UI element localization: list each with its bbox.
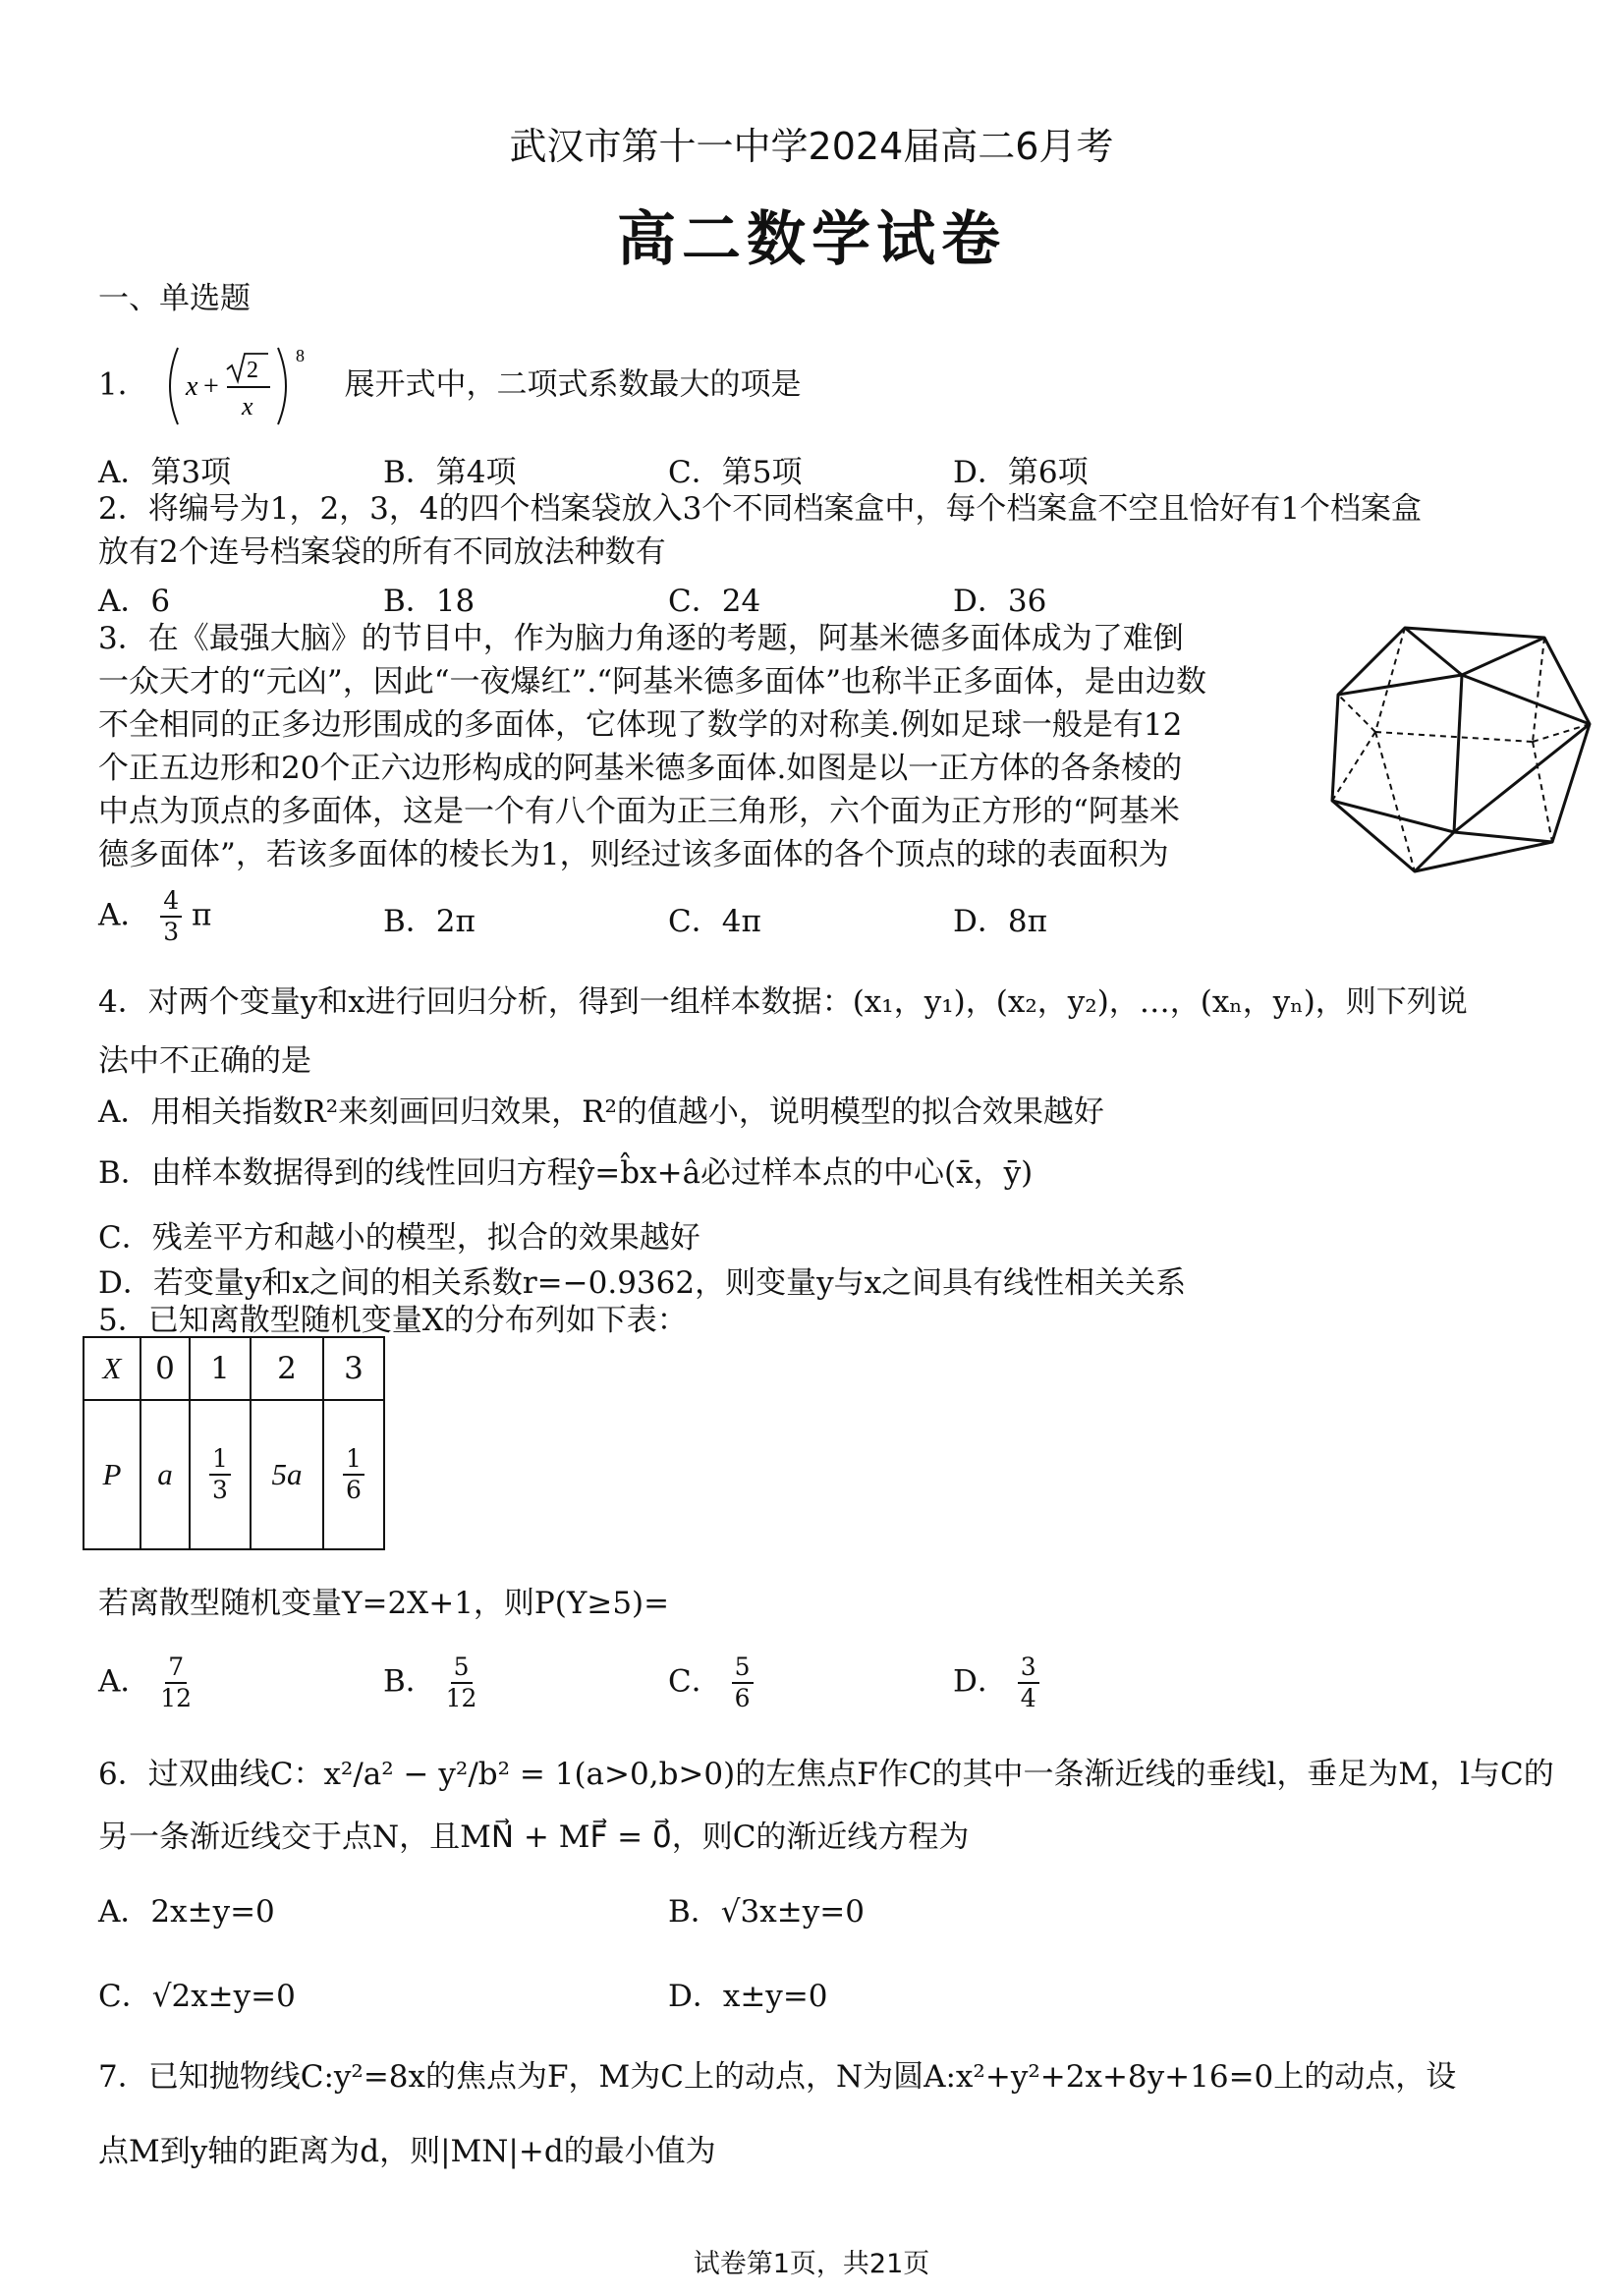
- section-heading: 一、单选题: [98, 281, 251, 316]
- q6-option-d[interactable]: D．x±y=0: [668, 1979, 828, 2014]
- page-title: 高二数学试卷: [617, 205, 1006, 274]
- q1-option-c[interactable]: C．第5项: [668, 455, 803, 490]
- q2-option-b[interactable]: B．18: [383, 584, 476, 619]
- q6-option-c[interactable]: C．√2x±y=0: [98, 1979, 296, 2014]
- q1-option-d[interactable]: D．第6项: [953, 455, 1089, 490]
- q5-option-b[interactable]: B． $\frac{5}{12}$: [383, 1652, 477, 1712]
- question-6-line-1: 6．过双曲线C：x²/a² − y²/b² = 1(a>0,b>0)的左焦点F作C的其中一条渐近线的垂线l，垂足为M，l与C的: [98, 1757, 1554, 1792]
- question-1: [98, 342, 801, 430]
- q5-option-d[interactable]: D． $\frac{3}{4}$: [953, 1652, 1039, 1713]
- question-2-line-2: 放有2个连号档案袋的所有不同放法种数有: [98, 534, 666, 570]
- svg-text:x: x: [241, 392, 253, 420]
- question-number: 1．: [98, 366, 148, 403]
- question-7-line-1: 7．已知抛物线C:y²=8x的焦点为F，M为C上的动点，N为圆A:x²+y²+2x+8y+16=0上的动点，设: [98, 2059, 1457, 2095]
- question-3-line-4: 个正五边形和20个正六边形构成的阿基米德多面体.如图是以一正方体的各条棱的: [98, 751, 1183, 786]
- question-3-line-1: 3．在《最强大脑》的节目中，作为脑力角逐的考题，阿基米德多面体成为了难倒: [98, 621, 1184, 656]
- q5-option-a[interactable]: A． $\frac{7}{12}$: [98, 1652, 193, 1712]
- question-3-line-5: 中点为顶点的多面体，这是一个有八个面为正三角形，六个面为正方形的“阿基米: [98, 794, 1180, 829]
- q4-option-d[interactable]: D．若变量y和x之间的相关系数r=−0.9362，则变量y与x之间具有线性相关关系: [98, 1265, 1187, 1301]
- svg-text:2: 2: [246, 358, 258, 383]
- q2-option-c[interactable]: C．24: [668, 584, 761, 619]
- question-3-line-2: 一众天才的“元凶”，因此“一夜爆红”.“阿基米德多面体”也称半正多面体，是由边数: [98, 664, 1206, 700]
- q2-option-d[interactable]: D．36: [953, 584, 1047, 619]
- table-cell: X: [84, 1337, 140, 1400]
- question-3-line-6: 德多面体”，若该多面体的棱长为1，则经过该多面体的各个顶点的球的表面积为: [98, 837, 1169, 872]
- q5-option-c[interactable]: C． $\frac{5}{6}$: [668, 1652, 754, 1713]
- distribution-table: [83, 1336, 385, 1550]
- table-cell: P: [84, 1400, 140, 1549]
- q1-option-b[interactable]: B．第4项: [383, 455, 517, 490]
- table-cell: $\frac{1}{3}$: [190, 1400, 251, 1549]
- q1-option-a[interactable]: A．第3项: [98, 455, 232, 490]
- question-3-line-3: 不全相同的正多边形围成的多面体，它体现了数学的对称美.例如足球一般是有12: [98, 707, 1183, 743]
- question-5-followup: 若离散型随机变量Y=2X+1，则P(Y≥5)=: [98, 1586, 670, 1621]
- table-cell: $\frac{1}{6}$: [323, 1400, 384, 1549]
- question-4-line-1: 4．对两个变量y和x进行回归分析，得到一组样本数据：(x₁，y₁)，(x₂，y₂)，…，(xₙ，yₙ)，则下列说: [98, 984, 1468, 1020]
- binomial-expression-icon: [158, 342, 335, 430]
- q6-option-a[interactable]: A．2x±y=0: [98, 1894, 275, 1930]
- q3-option-c[interactable]: C．4π: [668, 904, 761, 939]
- question-6-line-2: 另一条渐近线交于点N，且MN⃗ + MF⃗ = 0⃗，则C的渐近线方程为: [98, 1820, 970, 1855]
- question-7-line-2: 点M到y轴的距离为d，则|MN|+d的最小值为: [98, 2134, 716, 2169]
- table-header-row: [84, 1337, 384, 1400]
- table-cell: a: [140, 1400, 190, 1549]
- table-row: [84, 1400, 384, 1549]
- archimedean-polyhedron-figure: [1316, 614, 1601, 889]
- page-footer: 试卷第1页，共21页: [693, 2249, 930, 2279]
- question-5-stem: 5．已知离散型随机变量X的分布列如下表：: [98, 1303, 688, 1338]
- table-cell: 5a: [251, 1400, 323, 1549]
- school-line: 武汉市第十一中学2024届高二6月考: [509, 125, 1114, 168]
- question-4-line-2: 法中不正确的是: [98, 1043, 311, 1079]
- q3-option-d[interactable]: D．8π: [953, 904, 1047, 939]
- svg-text:x: x: [185, 371, 198, 402]
- q4-option-b[interactable]: B．由样本数据得到的线性回归方程ŷ=b̂x+â必过样本点的中心(x̄，ȳ): [98, 1155, 1034, 1191]
- q6-option-b[interactable]: B．√3x±y=0: [668, 1894, 865, 1930]
- table-cell: 0: [140, 1337, 190, 1400]
- svg-text:8: 8: [295, 346, 305, 365]
- q4-option-c[interactable]: C．残差平方和越小的模型，拟合的效果越好: [98, 1220, 700, 1256]
- q3-option-a[interactable]: A． $\frac{4}{3}$ π: [98, 886, 212, 946]
- table-cell: 1: [190, 1337, 251, 1400]
- q4-option-a[interactable]: A．用相关指数R²来刻画回归效果，R²的值越小，说明模型的拟合效果越好: [98, 1094, 1104, 1130]
- question-2-line-1: 2．将编号为1，2，3，4的四个档案袋放入3个不同档案盒中，每个档案盒不空且恰好有1个档案盒: [98, 491, 1423, 527]
- table-cell: 3: [323, 1337, 384, 1400]
- q3-option-b[interactable]: B．2π: [383, 904, 476, 939]
- fraction: $\frac{4}{3}$: [160, 886, 182, 947]
- q2-option-a[interactable]: A．6: [98, 584, 171, 619]
- question-text: 展开式中，二项式系数最大的项是: [344, 366, 802, 403]
- svg-text:+: +: [202, 371, 219, 402]
- table-cell: 2: [251, 1337, 323, 1400]
